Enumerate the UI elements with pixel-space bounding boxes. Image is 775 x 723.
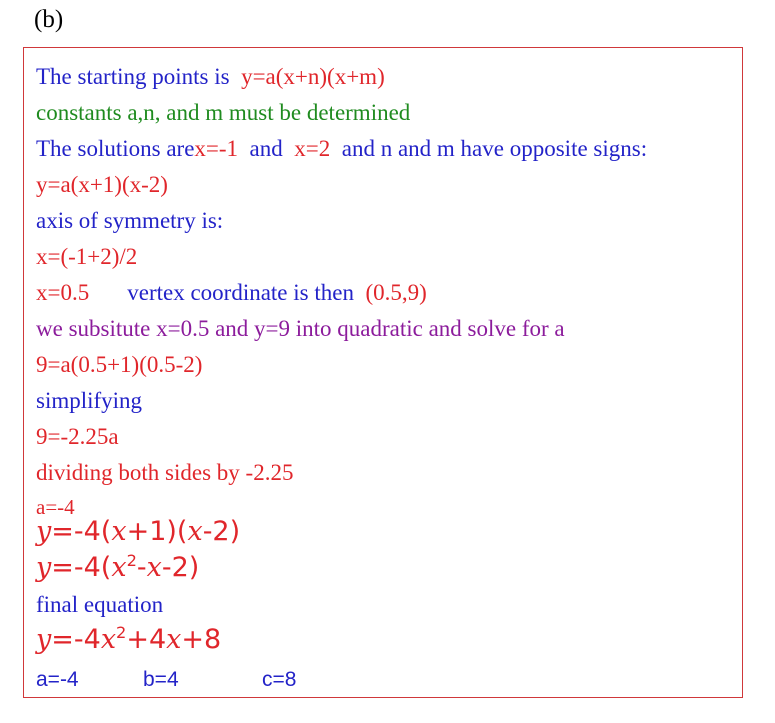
line-axis-symmetry: axis of symmetry is: — [36, 208, 224, 233]
line-simplifying: simplifying — [36, 388, 143, 413]
line-substitute: we subsitute x=0.5 and y=9 into quadratic and solve for a — [36, 316, 565, 341]
coefficient-a: a=-4 — [36, 668, 79, 691]
line-substituted-eq: 9=a(0.5+1)(0.5-2) — [36, 352, 203, 377]
line-final-label: final equation — [36, 592, 164, 617]
line-factored-form: y=a(x+1)(x-2) — [36, 172, 168, 197]
line-starting-points: The starting points is y=a(x+n)(x+m) — [36, 64, 385, 89]
coefficient-c: c=8 — [262, 668, 297, 691]
line-dividing: dividing both sides by -2.25 — [36, 460, 294, 485]
figure-label: (b) — [34, 6, 64, 33]
line-a-value: a=-4 — [36, 495, 75, 519]
math-final-equation: $y=-4x^2+4x+8$ — [36, 623, 222, 655]
line-vertex: x=0.5 vertex coordinate is then (0.5,9) — [36, 280, 427, 305]
line-constants: constants a,n, and m must be determined — [36, 100, 411, 125]
math-factored-equation: y=-4(x+1)(x-2) — [36, 516, 241, 547]
coefficient-b: b=4 — [143, 668, 179, 691]
math-expanded-step: $y=-4(x^2-x-2)$ — [36, 551, 200, 583]
line-solutions: The solutions arex=-1 and x=2 and n and m have opposite signs: — [36, 136, 648, 161]
line-axis-calc: x=(-1+2)/2 — [36, 244, 138, 269]
line-simplified-eq: 9=-2.25a — [36, 424, 119, 449]
